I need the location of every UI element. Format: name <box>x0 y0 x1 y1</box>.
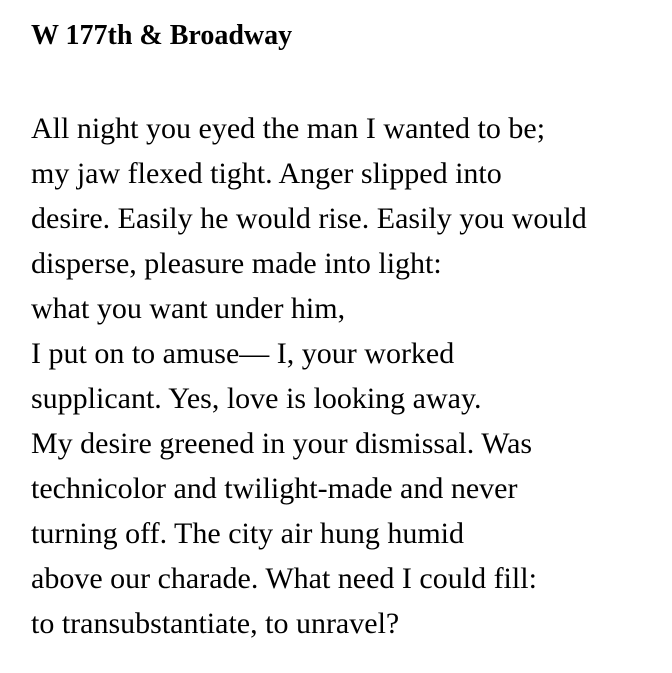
poem-line: All night you eyed the man I wanted to be; <box>31 112 546 145</box>
poem-line: what you want under him, <box>31 292 346 325</box>
poem-line: technicolor and twilight-made and never <box>31 472 518 505</box>
poem-line: supplicant. Yes, love is looking away. <box>31 382 482 415</box>
poem-body <box>31 106 671 646</box>
poem-line: disperse, pleasure made into light: <box>31 247 442 280</box>
poem-line: I put on to amuse— I, your worked <box>31 337 455 370</box>
poem-line: my jaw flexed tight. Anger slipped into <box>31 157 502 190</box>
poem-line: above our charade. What need I could fill: <box>31 562 537 595</box>
poem-line: desire. Easily he would rise. Easily you would <box>31 202 587 235</box>
poem-line: turning off. The city air hung humid <box>31 517 464 550</box>
poem-line: to transubstantiate, to unravel? <box>31 607 400 640</box>
poem-line: My desire greened in your dismissal. Was <box>31 427 533 460</box>
poem-title: W 177th & Broadway <box>31 20 293 51</box>
